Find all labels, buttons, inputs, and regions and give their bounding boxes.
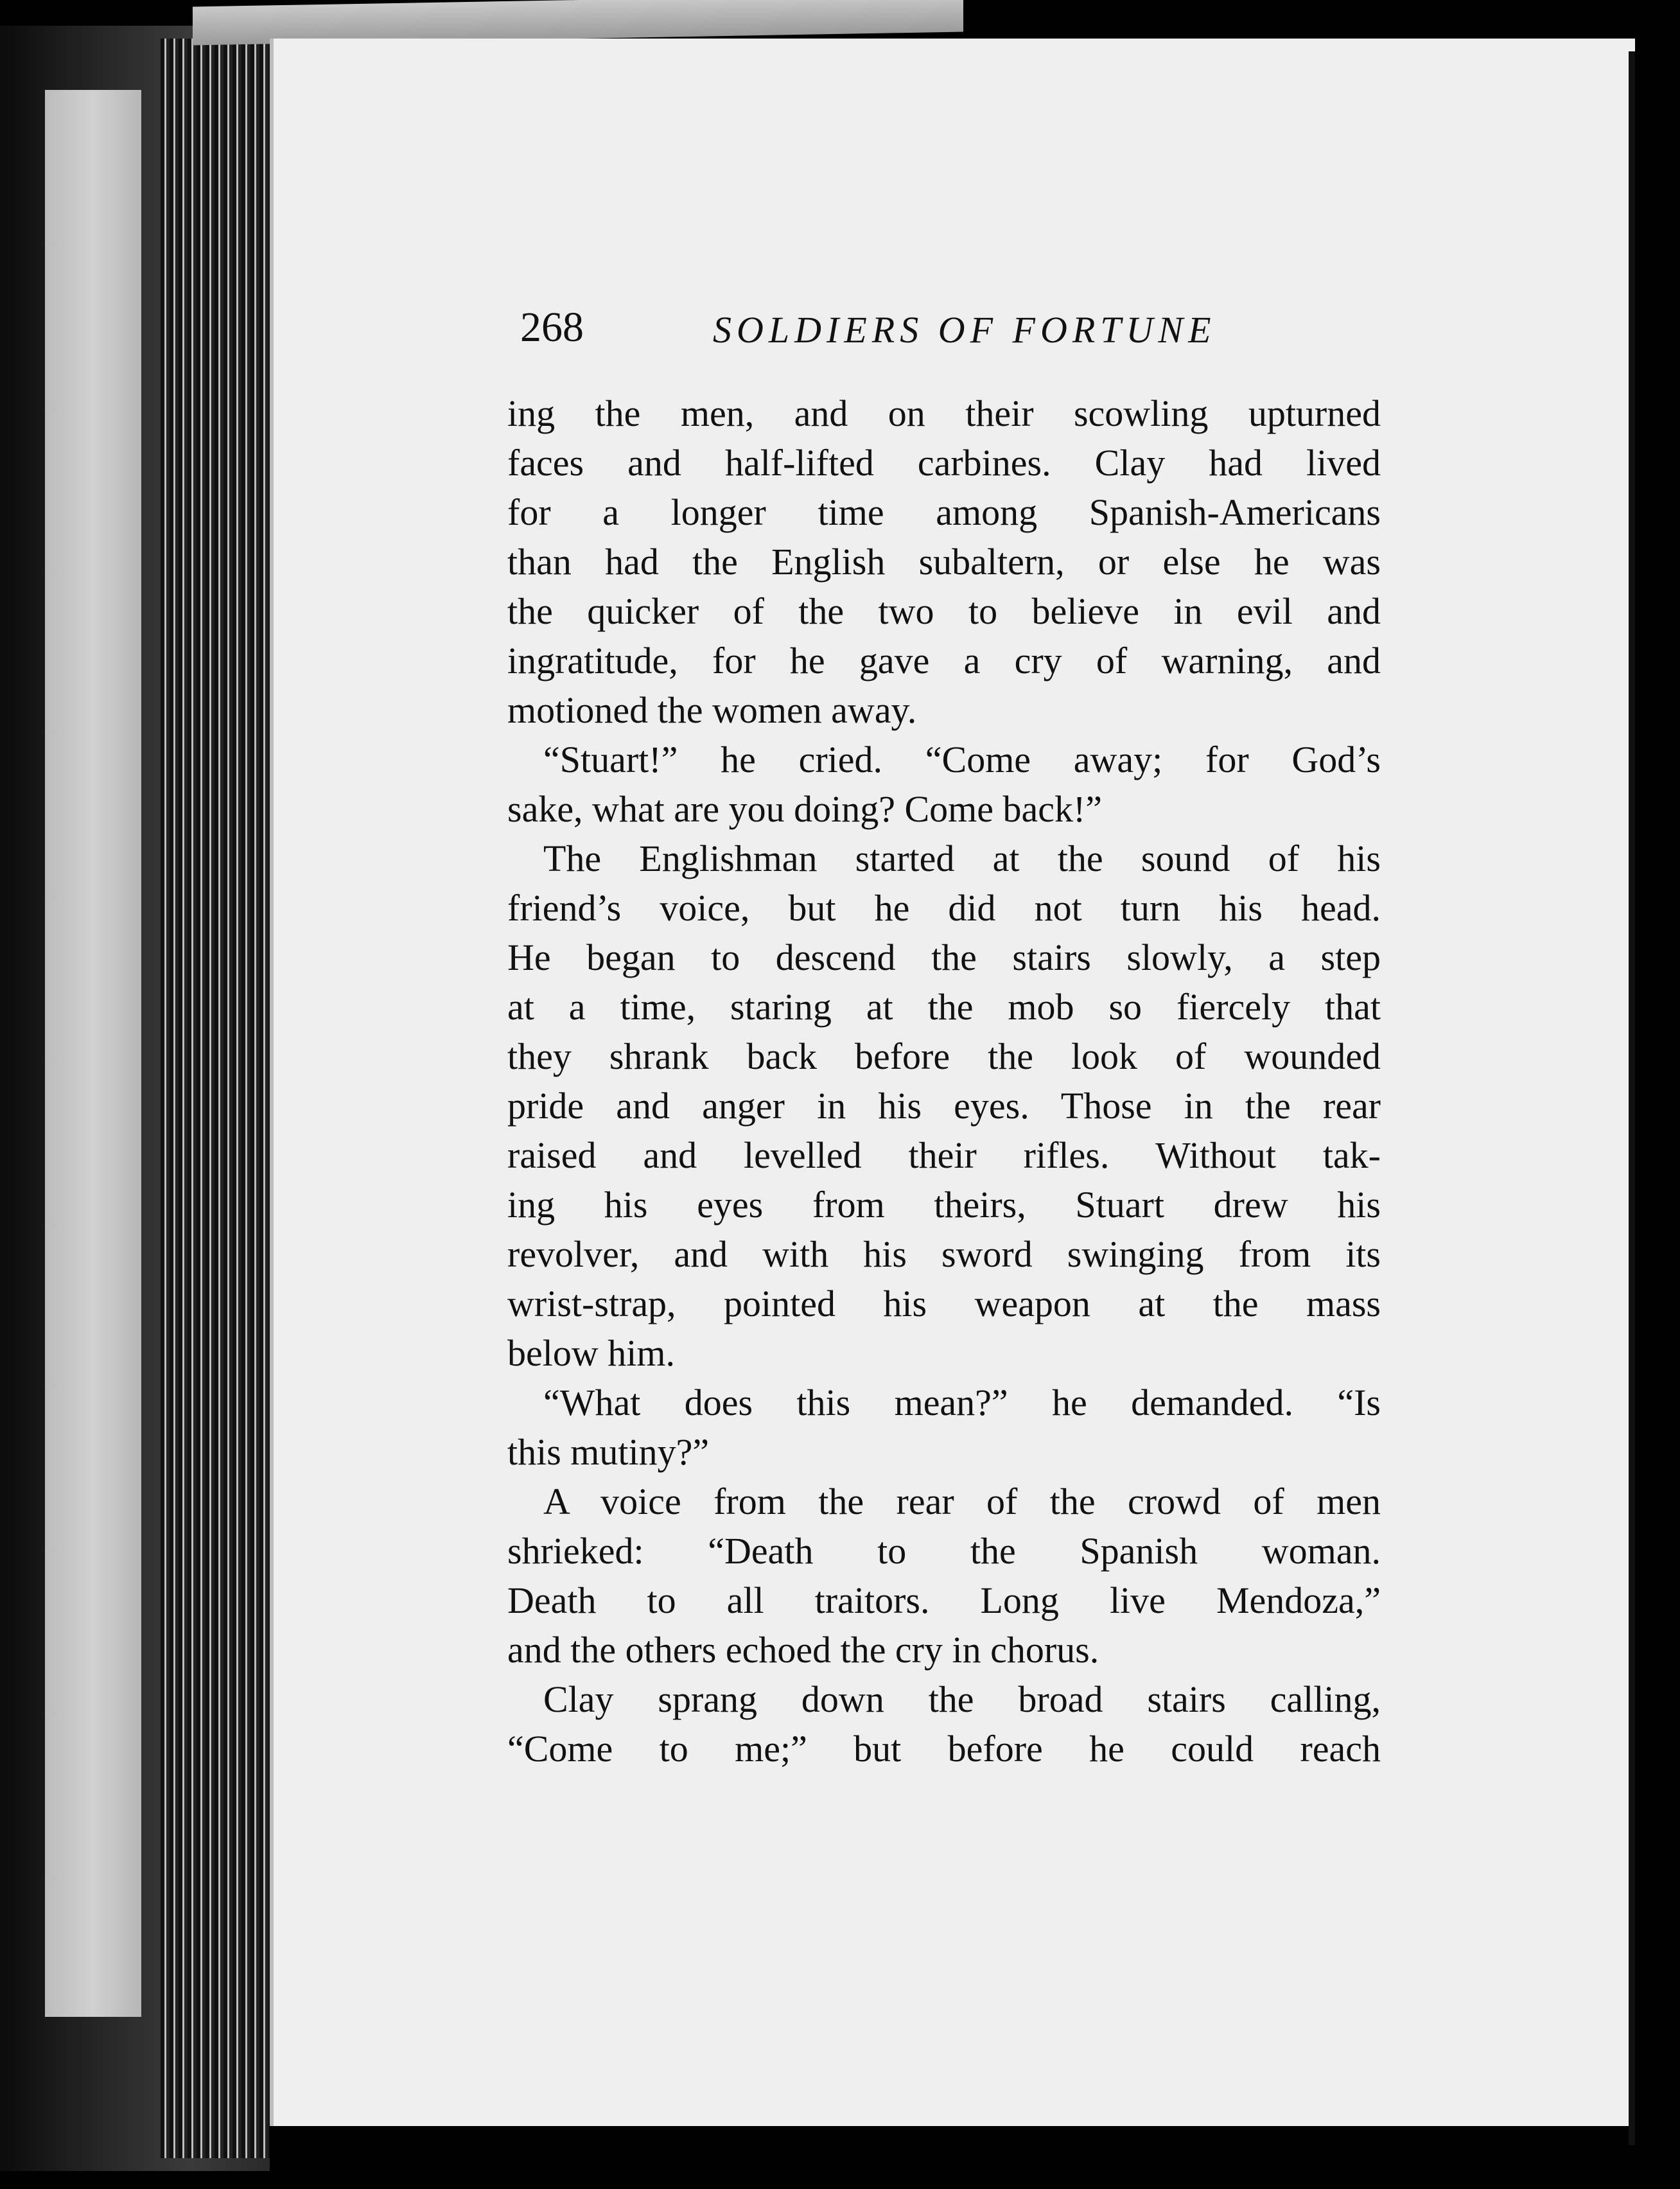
- text-line: The Englishman started at the sound of his: [543, 838, 1381, 879]
- text-line: revolver, and with his sword swinging from its: [507, 1233, 1381, 1275]
- text-line: Clay sprang down the broad stairs calling,: [543, 1678, 1381, 1720]
- text-line: this mutiny?”: [507, 1431, 710, 1473]
- text-line: friend’s voice, but he did not turn his head.: [507, 887, 1381, 929]
- text-line: Death to all traitors. Long live Mendoza,”: [507, 1579, 1381, 1621]
- text-line: wrist-strap, pointed his weapon at the mass: [507, 1283, 1381, 1324]
- text-line: sake, what are you doing? Come back!”: [507, 788, 1103, 830]
- text-line: motioned the women away.: [507, 689, 917, 731]
- text-line: and the others echoed the cry in chorus.: [507, 1629, 1099, 1671]
- text-line: at a time, staring at the mob so fiercely that: [507, 986, 1381, 1028]
- text-line: “Come to me;” but before he could reach: [507, 1728, 1381, 1770]
- body-text: [507, 389, 1381, 1773]
- text-line: pride and anger in his eyes. Those in the rear: [507, 1085, 1381, 1127]
- text-line: than had the English subaltern, or else he was: [507, 541, 1381, 583]
- text-line: faces and half-lifted carbines. Clay had lived: [507, 442, 1381, 484]
- page-header: [520, 302, 1381, 353]
- text-line: raised and levelled their rifles. Without tak-: [507, 1134, 1381, 1176]
- text-line: shrieked: “Death to the Spanish woman.: [507, 1530, 1381, 1572]
- text-line: for a longer time among Spanish-Americans: [507, 491, 1381, 533]
- right-page-edge: [1629, 51, 1635, 2145]
- text-line: they shrank back before the look of wounded: [507, 1035, 1381, 1077]
- running-title: SOLDIERS OF FORTUNE: [713, 309, 1216, 351]
- text-line: below him.: [507, 1332, 675, 1374]
- text-line: ing his eyes from theirs, Stuart drew his: [507, 1184, 1381, 1226]
- text-line: “What does this mean?” he demanded. “Is: [543, 1382, 1381, 1423]
- text-line: He began to descend the stairs slowly, a step: [507, 936, 1381, 978]
- text-line: ing the men, and on their scowling upturned: [507, 392, 1381, 434]
- page-edges-light: [45, 90, 141, 2017]
- page-edges-lines: [161, 39, 270, 2158]
- text-line: “Stuart!” he cried. “Come away; for God’s: [543, 739, 1381, 780]
- page-number: 268: [520, 304, 584, 351]
- text-line: A voice from the rear of the crowd of men: [543, 1481, 1381, 1522]
- text-line: the quicker of the two to believe in evil and: [507, 590, 1381, 632]
- text-line: ingratitude, for he gave a cry of warning, and: [507, 640, 1381, 681]
